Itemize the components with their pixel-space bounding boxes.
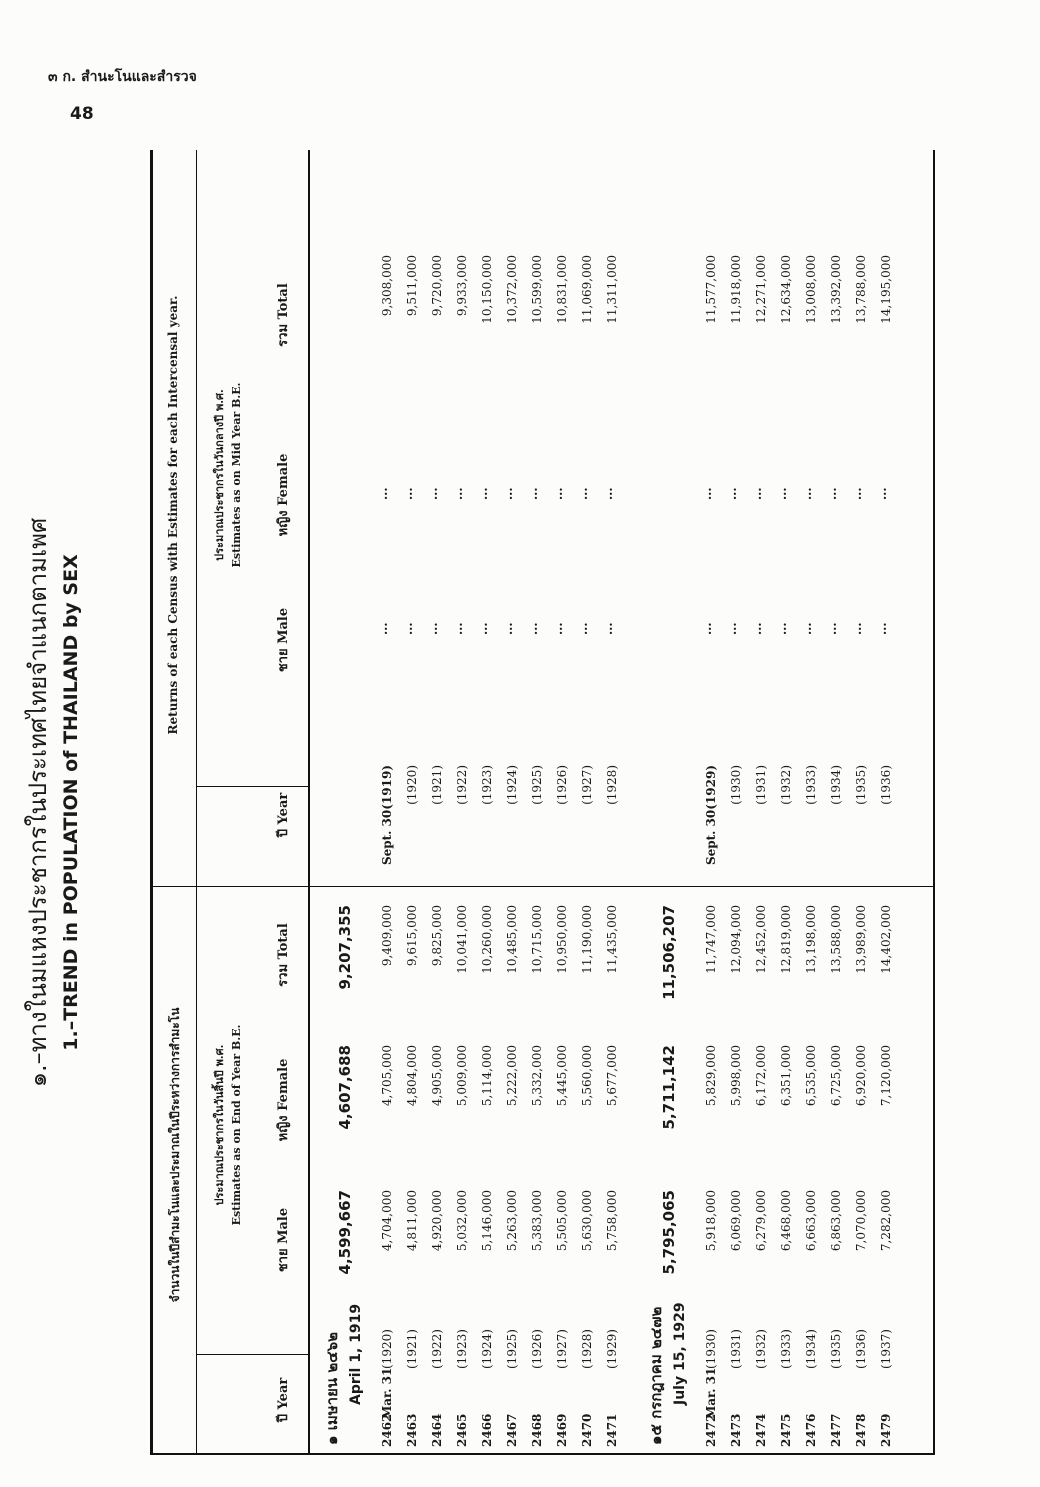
row-mid-female: ... (601, 487, 615, 500)
row-mid-male: ... (825, 622, 839, 635)
row-female: 5,114,000 (480, 1045, 494, 1107)
page-number: 48 (70, 104, 94, 124)
row-female: 7,120,000 (879, 1045, 893, 1107)
row-female: 5,222,000 (505, 1045, 519, 1107)
header-col-rule (308, 150, 310, 1455)
table-top-rule (150, 150, 153, 1455)
row-total: 9,825,000 (430, 905, 444, 967)
row-female: 6,920,000 (854, 1045, 868, 1107)
row-mid-year: (1930) (729, 765, 743, 805)
row-mid-total: 10,599,000 (530, 255, 544, 324)
row-mid-total: 11,311,000 (605, 255, 619, 324)
row-ad-year: (1923) (455, 1329, 469, 1369)
census-total: 9,207,355 (336, 905, 354, 990)
row-male: 4,811,000 (405, 1190, 419, 1252)
row-total: 9,615,000 (405, 905, 419, 967)
row-mid-total: 10,372,000 (505, 255, 519, 324)
row-male: 6,069,000 (729, 1190, 743, 1252)
row-mid-year: (1922) (455, 765, 469, 805)
row-male: 4,704,000 (380, 1190, 394, 1252)
row-mid-male: ... (775, 622, 789, 635)
row-mid-male: ... (576, 622, 590, 635)
row-total: 11,190,000 (580, 905, 594, 974)
row-mid-total: 12,634,000 (779, 255, 793, 324)
row-mid-female: ... (401, 487, 415, 500)
row-mid-male: ... (451, 622, 465, 635)
row-male: 6,279,000 (754, 1190, 768, 1252)
row-ad-year: (1921) (405, 1329, 419, 1369)
row-mid-total: 9,308,000 (380, 255, 394, 317)
row-female: 6,535,000 (804, 1045, 818, 1107)
row-mid-year: (1921) (430, 765, 444, 805)
table-bottom-rule (933, 150, 935, 1455)
row-year: 2475 (779, 1413, 793, 1447)
row-year: 2470 (580, 1413, 594, 1447)
row-male: 6,663,000 (804, 1190, 818, 1252)
row-mid-female: ... (526, 487, 540, 500)
subheader-left-en: Estimates as on End of Year B.E. (230, 1024, 243, 1226)
row-total: 10,485,000 (505, 905, 519, 974)
row-female: 5,998,000 (729, 1045, 743, 1107)
row-month: Mar. 31 (380, 1367, 394, 1419)
row-female: 4,705,000 (380, 1045, 394, 1107)
row-mid-male: ... (750, 622, 764, 635)
col-total-right: รวม Total (276, 283, 291, 347)
row-mid-total: 9,720,000 (430, 255, 444, 317)
row-mid-male: ... (426, 622, 440, 635)
row-year: 2464 (430, 1413, 444, 1447)
row-ad-year: (1925) (505, 1329, 519, 1369)
table-title-english: 1.–TREND in POPULATION of THAILAND by SEX (60, 554, 82, 1051)
table-title-thai: ๑.–ทางในมแหงประชากรในประเทศไทยจำแนกตามเพศ (24, 517, 52, 1088)
row-mid-year: (1934) (829, 765, 843, 805)
row-total: 13,588,000 (829, 905, 843, 974)
row-mid-male: ... (476, 622, 490, 635)
row-mid-year: (1933) (804, 765, 818, 805)
row-total: 10,950,000 (555, 905, 569, 974)
row-mid-total: 11,069,000 (580, 255, 594, 324)
subheader-right-en: Estimates as on Mid Year B.E. (230, 382, 243, 568)
row-total: 12,452,000 (754, 905, 768, 974)
row-total: 13,989,000 (854, 905, 868, 974)
row-mid-year: (1928) (605, 765, 619, 805)
row-male: 5,505,000 (555, 1190, 569, 1252)
section-heading-thai: ๑ เมษายน ๒๔๖๒ (323, 1332, 341, 1445)
row-mid-female: ... (551, 487, 565, 500)
row-male: 5,146,000 (480, 1190, 494, 1252)
row-mid-total: 14,195,000 (879, 255, 893, 324)
row-total: 10,715,000 (530, 905, 544, 974)
row-mid-female: ... (376, 487, 390, 500)
row-total: 10,041,000 (455, 905, 469, 974)
row-ad-year: (1927) (555, 1329, 569, 1369)
row-female: 6,351,000 (779, 1045, 793, 1107)
row-ad-year: (1926) (530, 1329, 544, 1369)
header-left-group: จำนวนในปีสำมะโนและประมาณในปีระหว่างการสำมะโน (168, 1007, 182, 1303)
row-mid-male: ... (526, 622, 540, 635)
running-head: ๓ ก. สำนะโนและสำรวจ (48, 69, 197, 85)
row-ad-year: (1929) (605, 1329, 619, 1369)
row-year: 2472 (704, 1413, 718, 1447)
row-female: 5,009,000 (455, 1045, 469, 1107)
rotated-table-sheet (24, 150, 935, 1455)
row-year: 2463 (405, 1413, 419, 1447)
row-mid-female: ... (501, 487, 515, 500)
row-total: 12,819,000 (779, 905, 793, 974)
row-male: 6,863,000 (829, 1190, 843, 1252)
row-mid-year: (1920) (405, 765, 419, 805)
row-male: 5,630,000 (580, 1190, 594, 1252)
row-mid-total: 12,271,000 (754, 255, 768, 324)
row-mid-year: (1932) (779, 765, 793, 805)
census-male: 5,795,065 (660, 1190, 678, 1275)
census-female: 4,607,688 (336, 1045, 354, 1130)
row-mid-year: (1926) (555, 765, 569, 805)
row-mid-male: ... (700, 622, 714, 635)
row-mid-female: ... (775, 487, 789, 500)
row-total: 10,260,000 (480, 905, 494, 974)
row-male: 6,468,000 (779, 1190, 793, 1252)
row-female: 5,560,000 (580, 1045, 594, 1107)
row-mid-total: 13,788,000 (854, 255, 868, 324)
col-year-left: ปี Year (276, 1377, 291, 1423)
row-female: 4,905,000 (430, 1045, 444, 1107)
row-male: 5,263,000 (505, 1190, 519, 1252)
row-mid-year: Sept. 30(1929) (704, 765, 718, 866)
row-female: 4,804,000 (405, 1045, 419, 1107)
row-total: 9,409,000 (380, 905, 394, 967)
row-mid-year: (1936) (879, 765, 893, 805)
row-mid-year: (1923) (480, 765, 494, 805)
section-heading-en: April 1, 1919 (348, 1303, 364, 1405)
row-mid-year: (1935) (854, 765, 868, 805)
row-year: 2476 (804, 1413, 818, 1447)
row-mid-year: Sept. 30(1919) (380, 765, 394, 866)
row-month: Mar. 31 (704, 1367, 718, 1419)
row-male: 5,918,000 (704, 1190, 718, 1252)
row-ad-year: (1924) (480, 1329, 494, 1369)
row-ad-year: (1928) (580, 1329, 594, 1369)
header-right-group: Returns of each Census with Estimates for each Intercensal year. (166, 295, 180, 735)
row-mid-male: ... (376, 622, 390, 635)
census-total: 11,506,207 (660, 905, 678, 1000)
row-year: 2473 (729, 1413, 743, 1447)
row-ad-year: (1937) (879, 1329, 893, 1369)
row-mid-female: ... (451, 487, 465, 500)
row-mid-female: ... (850, 487, 864, 500)
header-group-rule (196, 150, 197, 1455)
row-mid-male: ... (725, 622, 739, 635)
row-mid-total: 10,831,000 (555, 255, 569, 324)
row-mid-total: 10,150,000 (480, 255, 494, 324)
col-male-left: ชาย Male (276, 1207, 291, 1273)
row-year: 2466 (480, 1413, 494, 1447)
row-male: 5,032,000 (455, 1190, 469, 1252)
row-mid-female: ... (700, 487, 714, 500)
row-mid-year: (1931) (754, 765, 768, 805)
row-mid-female: ... (800, 487, 814, 500)
row-mid-male: ... (850, 622, 864, 635)
row-female: 6,725,000 (829, 1045, 843, 1107)
row-year: 2462 (380, 1413, 394, 1447)
header-group-divider (150, 886, 935, 887)
census-female: 5,711,142 (660, 1045, 678, 1130)
row-male: 5,758,000 (605, 1190, 619, 1252)
row-mid-male: ... (800, 622, 814, 635)
row-mid-total: 13,008,000 (804, 255, 818, 324)
row-ad-year: (1920) (380, 1329, 394, 1369)
section-heading-thai: ๑๕ กรกฎาคม ๒๔๗๒ (647, 1306, 665, 1445)
row-mid-female: ... (576, 487, 590, 500)
col-male-right: ชาย Male (276, 607, 291, 673)
row-mid-female: ... (426, 487, 440, 500)
row-mid-year: (1927) (580, 765, 594, 805)
row-year: 2478 (854, 1413, 868, 1447)
row-mid-male: ... (401, 622, 415, 635)
subheader-right-thai: ประมาณประชากรในวันกลางปี พ.ศ. (213, 389, 226, 561)
row-total: 11,435,000 (605, 905, 619, 974)
col-female-right: หญิง Female (276, 453, 291, 537)
row-total: 13,198,000 (804, 905, 818, 974)
row-mid-total: 9,511,000 (405, 255, 419, 317)
row-mid-female: ... (875, 487, 889, 500)
row-year: 2465 (455, 1413, 469, 1447)
section-heading-en: July 15, 1929 (672, 1302, 688, 1405)
row-total: 12,094,000 (729, 905, 743, 974)
row-ad-year: (1922) (430, 1329, 444, 1369)
row-ad-year: (1932) (754, 1329, 768, 1369)
row-male: 4,920,000 (430, 1190, 444, 1252)
row-mid-male: ... (601, 622, 615, 635)
row-year: 2467 (505, 1413, 519, 1447)
row-mid-female: ... (725, 487, 739, 500)
row-female: 5,332,000 (530, 1045, 544, 1107)
row-mid-year: (1924) (505, 765, 519, 805)
row-ad-year: (1936) (854, 1329, 868, 1369)
row-ad-year: (1934) (804, 1329, 818, 1369)
row-mid-total: 11,918,000 (729, 255, 743, 324)
row-ad-year: (1933) (779, 1329, 793, 1369)
row-mid-total: 9,933,000 (455, 255, 469, 317)
row-ad-year: (1931) (729, 1329, 743, 1369)
row-year: 2469 (555, 1413, 569, 1447)
row-year: 2477 (829, 1413, 843, 1447)
row-mid-female: ... (825, 487, 839, 500)
row-year: 2479 (879, 1413, 893, 1447)
row-total: 11,747,000 (704, 905, 718, 974)
row-ad-year: (1935) (829, 1329, 843, 1369)
row-mid-male: ... (875, 622, 889, 635)
row-mid-male: ... (551, 622, 565, 635)
row-year: 2471 (605, 1413, 619, 1447)
subheader-left-thai: ประมาณประชากรในวันสิ้นปี พ.ศ. (213, 1044, 226, 1206)
row-total: 14,402,000 (879, 905, 893, 974)
col-female-left: หญิง Female (276, 1058, 291, 1142)
col-total-left: รวม Total (276, 923, 291, 987)
row-female: 5,445,000 (555, 1045, 569, 1107)
row-mid-total: 13,392,000 (829, 255, 843, 324)
table-left-rule (150, 1453, 935, 1455)
row-female: 5,829,000 (704, 1045, 718, 1107)
row-mid-female: ... (750, 487, 764, 500)
census-male: 4,599,667 (336, 1190, 354, 1275)
row-ad-year: (1930) (704, 1329, 718, 1369)
row-male: 7,282,000 (879, 1190, 893, 1252)
row-female: 5,677,000 (605, 1045, 619, 1107)
col-year-right: ปี Year (276, 792, 291, 838)
row-mid-male: ... (501, 622, 515, 635)
row-mid-year: (1925) (530, 765, 544, 805)
row-year: 2468 (530, 1413, 544, 1447)
row-mid-female: ... (476, 487, 490, 500)
row-female: 6,172,000 (754, 1045, 768, 1107)
row-year: 2474 (754, 1413, 768, 1447)
row-mid-total: 11,577,000 (704, 255, 718, 324)
row-male: 7,070,000 (854, 1190, 868, 1252)
row-male: 5,383,000 (530, 1190, 544, 1252)
